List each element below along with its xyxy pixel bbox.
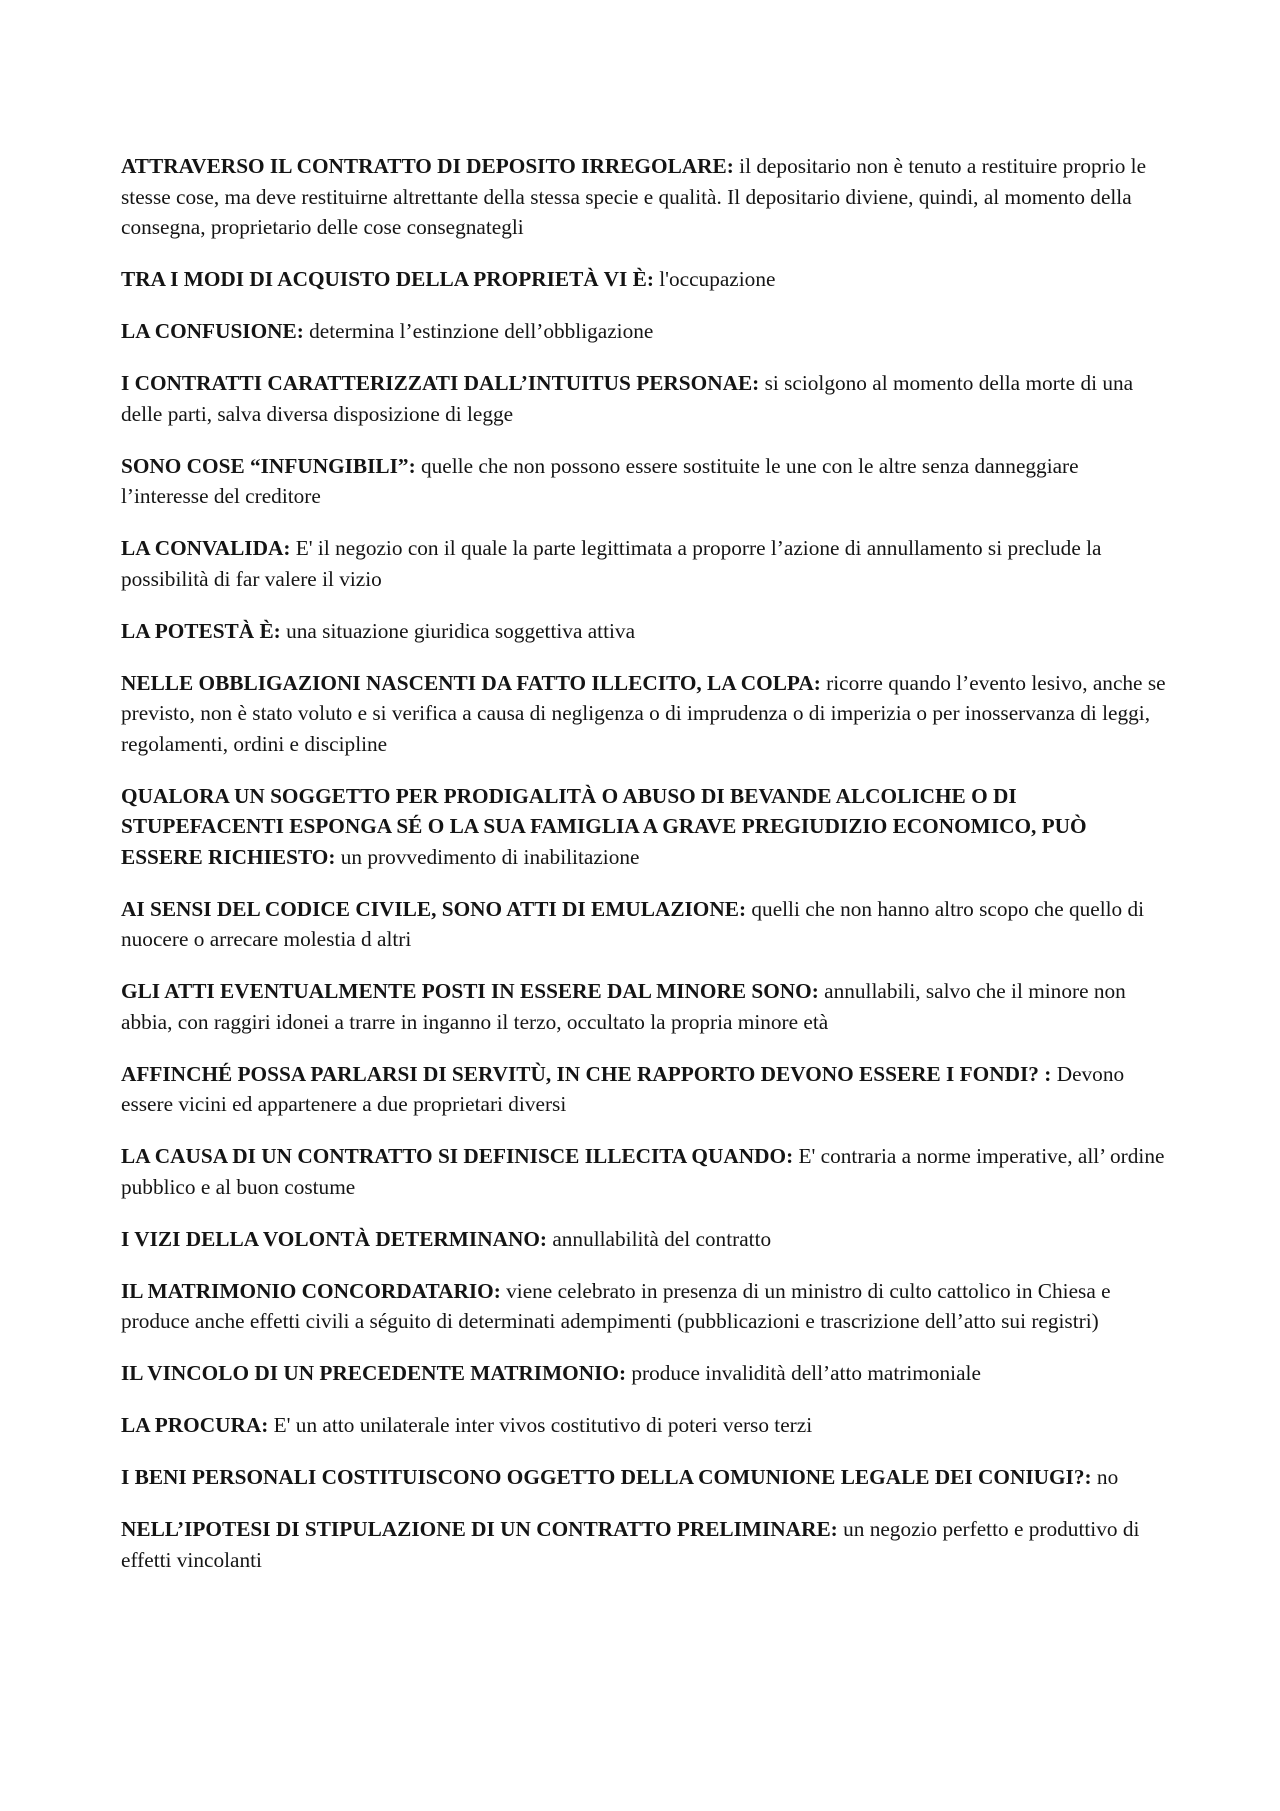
question-text: I VIZI DELLA VOLONTÀ DETERMINANO:: [121, 1226, 547, 1251]
question-text: QUALORA UN SOGGETTO PER PRODIGALITÀ O ABUSO DI BEVANDE ALCOLICHE O DI STUPEFACENTI ESPONGA SÉ O LA SUA FAMIGLIA A GRAVE PREGIUDIZIO ECONOMICO, PUÒ ESSERE RICHIESTO:: [121, 783, 1087, 869]
qa-entry: [121, 976, 1171, 1037]
question-text: ATTRAVERSO IL CONTRATTO DI DEPOSITO IRREGOLARE:: [121, 154, 734, 178]
qa-entry: [121, 1514, 1171, 1575]
qa-entry: [121, 264, 1171, 295]
answer-text: quelli che non hanno altro scopo che quello di nuocere o arrecare molestia d altri: [121, 896, 1145, 951]
question-text: LA PROCURA:: [121, 1413, 269, 1437]
qa-entry: [121, 616, 1171, 647]
question-text: I BENI PERSONALI COSTITUISCONO OGGETTO DELLA COMUNIONE LEGALE DEI CONIUGI?:: [121, 1465, 1092, 1489]
answer-text: ricorre quando l’evento lesivo, anche se previsto, non è stato voluto e si verifica a causa di negligenza o di imprudenza o di imperizia o per inosservanza di leggi, regolamenti, ordini e discipline: [121, 670, 1166, 756]
answer-text: E' il negozio con il quale la parte legittimata a proporre l’azione di annullamento si preclude la possibilità di far valere il vizio: [121, 536, 1102, 591]
qa-entry: [121, 1358, 1171, 1389]
answer-text: una situazione giuridica soggettiva attiva: [286, 618, 636, 643]
question-text: AFFINCHÉ POSSA PARLARSI DI SERVITÙ, IN CHE RAPPORTO DEVONO ESSERE I FONDI? :: [121, 1061, 1052, 1086]
question-text: GLI ATTI EVENTUALMENTE POSTI IN ESSERE DAL MINORE SONO:: [121, 979, 819, 1003]
answer-text: quelle che non possono essere sostituite le une con le altre senza danneggiare l’interesse del creditore: [121, 453, 1079, 508]
qa-entry: [121, 668, 1171, 760]
question-text: AI SENSI DEL CODICE CIVILE, SONO ATTI DI EMULAZIONE:: [121, 896, 747, 921]
question-text: SONO COSE “INFUNGIBILI”:: [121, 453, 416, 478]
answer-text: il depositario non è tenuto a restituire proprio le stesse cose, ma deve restituirne altrettante della stessa specie e qualità. Il depositario diviene, quindi, al momento della consegna, proprietario delle cose consegnategli: [121, 154, 1147, 239]
qa-entry: [121, 781, 1171, 873]
qa-entry: [121, 368, 1171, 429]
question-text: I CONTRATTI CARATTERIZZATI DALL’INTUITUS PERSONAE:: [121, 371, 760, 395]
qa-entry: [121, 894, 1171, 955]
answer-text: annullabilità del contratto: [552, 1226, 772, 1251]
qa-entry: [121, 1462, 1171, 1493]
qa-entry: [121, 1276, 1171, 1337]
answer-text: annullabili, salvo che il minore non abbia, con raggiri idonei a trarre in inganno il terzo, occultato la propria minore età: [121, 979, 1126, 1034]
question-text: NELLE OBBLIGAZIONI NASCENTI DA FATTO ILLECITO, LA COLPA:: [121, 670, 821, 695]
qa-entry: [121, 533, 1171, 594]
question-text: IL MATRIMONIO CONCORDATARIO:: [121, 1278, 501, 1303]
qa-entry: [121, 1224, 1171, 1255]
qa-entry: [121, 316, 1171, 347]
answer-text: E' contraria a norme imperative, all’ ordine pubblico e al buon costume: [121, 1144, 1165, 1199]
answer-text: un provvedimento di inabilitazione: [340, 844, 640, 869]
qa-entry: [121, 451, 1171, 512]
answer-text: un negozio perfetto e produttivo di effetti vincolanti: [121, 1517, 1140, 1572]
answer-text: viene celebrato in presenza di un ministro di culto cattolico in Chiesa e produce anche effetti civili a séguito di determinati adempimenti (pubblicazioni e trascrizione dell’atto sui registri): [121, 1278, 1111, 1333]
qa-entry: [121, 1141, 1171, 1202]
document-page: [121, 151, 1171, 1597]
answer-text: si sciolgono al momento della morte di una delle parti, salva diversa disposizione di legge: [121, 371, 1134, 426]
question-text: IL VINCOLO DI UN PRECEDENTE MATRIMONIO:: [121, 1361, 627, 1385]
question-text: NELL’IPOTESI DI STIPULAZIONE DI UN CONTRATTO PRELIMINARE:: [121, 1517, 838, 1541]
qa-entry: [121, 151, 1171, 243]
answer-text: determina l’estinzione dell’obbligazione: [309, 319, 654, 343]
answer-text: no: [1096, 1465, 1119, 1489]
qa-entry: [121, 1059, 1171, 1120]
question-text: LA CAUSA DI UN CONTRATTO SI DEFINISCE ILLECITA QUANDO:: [121, 1144, 794, 1168]
answer-text: produce invalidità dell’atto matrimoniale: [631, 1361, 981, 1385]
question-text: TRA I MODI DI ACQUISTO DELLA PROPRIETÀ VI È:: [121, 267, 654, 291]
qa-entry: [121, 1410, 1171, 1441]
question-text: LA CONFUSIONE:: [121, 319, 304, 343]
answer-text: E' un atto unilaterale inter vivos costitutivo di poteri verso terzi: [273, 1413, 813, 1437]
answer-text: Devono essere vicini ed appartenere a due proprietari diversi: [121, 1061, 1125, 1116]
question-text: LA POTESTÀ È:: [121, 618, 281, 643]
question-text: LA CONVALIDA:: [121, 536, 291, 560]
answer-text: l'occupazione: [659, 267, 776, 291]
